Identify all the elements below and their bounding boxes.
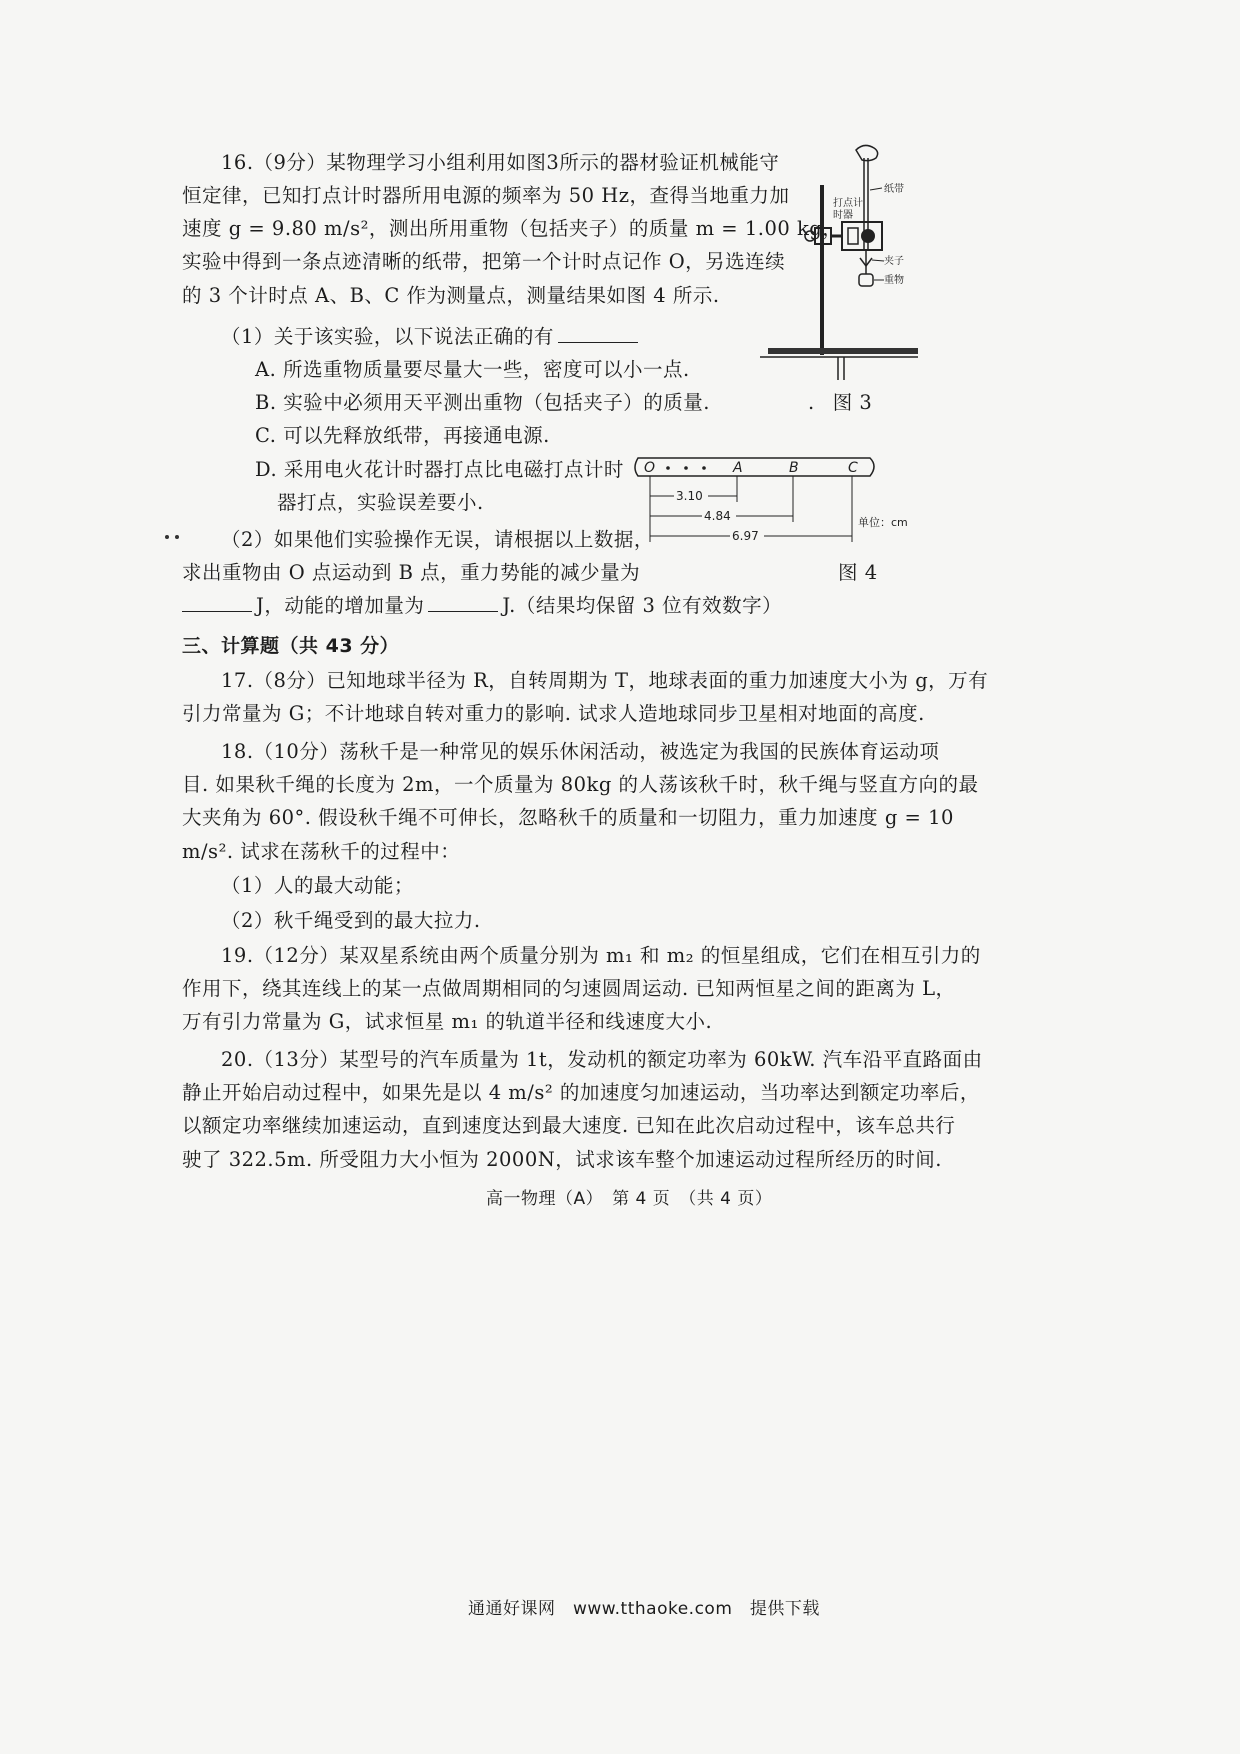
q19-line2: 作用下，绕其连线上的某一点做周期相同的匀速圆周运动. 已知两恒星之间的距离为 L， [182,977,956,1000]
q18-sub1: （1）人的最大动能； [221,874,414,897]
q20-line4: 驶了 322.5m. 所受阻力大小恒为 2000N，试求该车整个加速运动过程所经历的时间. [182,1148,942,1171]
q16-option-c: C. 可以先释放纸带，再接通电源. [255,424,550,447]
figure-4-caption: 图 4 [838,561,878,584]
point-a-label: A [733,460,743,476]
q16-part2-text-a: J，动能的增加量为 [256,594,425,617]
answer-blank-1 [558,326,638,343]
label-clip: 夹子 [884,256,904,267]
figure-3-apparatus [760,140,920,420]
page-footer: 高一物理（A） 第 4 页 （共 4 页） [486,1189,773,1209]
site-footer: 通通好课网 www.tthaoke.com 提供下载 [468,1599,820,1619]
q18-line3: 大夹角为 60°. 假设秋千绳不可伸长，忽略秋千的质量和一切阻力，重力加速度 g = 10 [182,806,954,829]
answer-blank-2 [182,595,252,612]
scan-mark [165,535,169,539]
q16-option-d-line2: 器打点，实验误差要小. [277,491,484,514]
q17-line1: 17.（8分）已知地球半径为 R，自转周期为 T，地球表面的重力加速度大小为 g，万有 [221,669,989,692]
label-timer-2: 时器 [833,210,853,221]
q16-part2-text-b: J.（结果均保留 3 位有效数字） [502,594,783,617]
point-b-label: B [789,460,799,476]
q18-line2: 目. 如果秋千绳的长度为 2m，一个质量为 80kg 的人荡该秋千时，秋千绳与竖直方向的最 [182,773,979,796]
distance-oc: 6.97 [732,529,759,543]
q16-line2: 恒定律，已知打点计时器所用电源的频率为 50 Hz，查得当地重力加 [182,184,790,207]
q16-line5: 的 3 个计时点 A、B、C 作为测量点，测量结果如图 4 所示. [182,284,720,307]
q20-line3: 以额定功率继续加速运动，直到速度达到最大速度. 已知在此次启动过程中，该车总共行 [182,1114,956,1137]
point-o-label: O [644,460,656,476]
q16-option-b: B. 实验中必须用天平测出重物（包括夹子）的质量. [255,391,710,414]
q16-line3: 速度 g = 9.80 m/s²，测出所用重物（包括夹子）的质量 m = 1.00 kg， [182,217,843,240]
q20-line1: 20.（13分）某型号的汽车质量为 1t，发动机的额定功率为 60kW. 汽车沿平直路面由 [221,1048,983,1071]
q20-line2: 静止开始启动过程中，如果先是以 4 m/s² 的加速度匀加速运动，当功率达到额定功率后， [182,1081,980,1104]
q18-line4: m/s². 试求在荡秋千的过程中： [182,840,461,863]
q19-line1: 19.（12分）某双星系统由两个质量分别为 m₁ 和 m₂ 的恒星组成，它们在相互引力的 [221,944,981,967]
label-timer-1: 打点计 [833,198,863,209]
hand-icon [856,145,878,160]
unit-label: 单位：cm [858,516,908,529]
section-3-heading: 三、计算题（共 43 分） [182,635,400,657]
q16-part2-line1: （2）如果他们实验操作无误，请根据以上数据， [221,528,654,551]
figure-4-tape [630,450,920,555]
point-c-label: C [848,460,858,476]
answer-blank-3 [428,595,498,612]
q16-option-a: A. 所选重物质量要尽量大一些，密度可以小一点. [255,358,690,381]
q16-part2-line2: 求出重物由 O 点运动到 B 点，重力势能的减少量为 [182,561,641,584]
q16-option-d-line1: D. 采用电火花计时器打点比电磁打点计时 [255,458,624,481]
q18-line1: 18.（10分）荡秋千是一种常见的娱乐休闲活动，被选定为我国的民族体育运动项 [221,740,940,763]
figure-3-caption: . 图 3 [808,391,873,414]
q19-line3: 万有引力常量为 G，试求恒星 m₁ 的轨道半径和线速度大小. [182,1010,713,1033]
q17-line2: 引力常量为 G；不计地球自转对重力的影响. 试求人造地球同步卫星相对地面的高度. [182,702,925,725]
q18-sub2: （2）秋千绳受到的最大拉力. [221,909,481,932]
distance-oa: 3.10 [676,489,703,503]
q16-line1: 16.（9分）某物理学习小组利用如图3所示的器材验证机械能守 [221,151,780,174]
q16-part1-text: （1）关于该实验，以下说法正确的有 [221,325,554,348]
label-tape: 纸带 [884,184,904,195]
q16-part1 [221,324,642,350]
q16-part2-line3 [182,593,782,619]
scan-mark [175,535,179,539]
label-weight: 重物 [884,275,904,286]
distance-ob: 4.84 [704,509,731,523]
q16-line4: 实验中得到一条点迹清晰的纸带，把第一个计时点记作 O，另选连续 [182,250,786,273]
figure-3-caption-text: 图 3 [832,391,873,414]
